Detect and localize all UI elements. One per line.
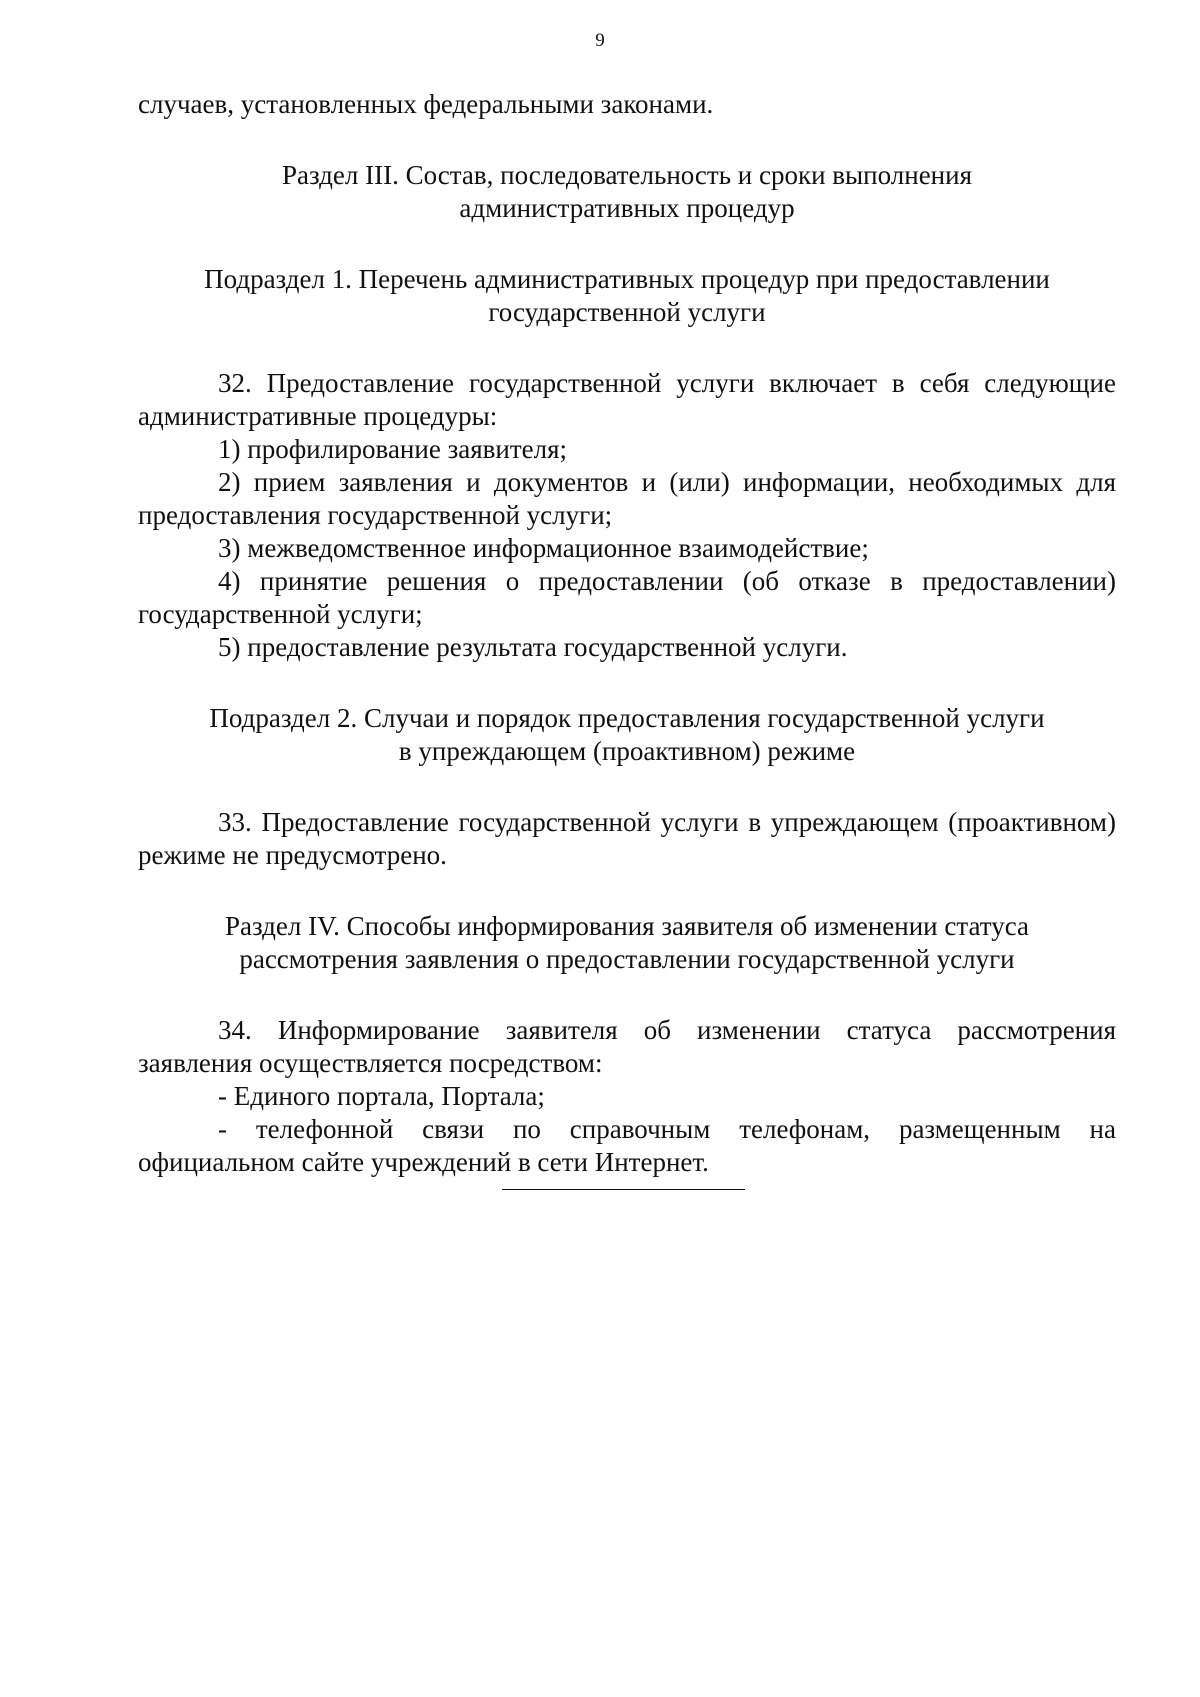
paragraph-32-item-1: 1) профилирование заявителя;	[218, 434, 568, 464]
paragraph-32-item-2: 2) прием заявления и документов и (или) информации, необходимых для предоставления государственной услуги;	[138, 467, 1116, 530]
paragraph-34-item-1: - Единого портала, Портала;	[218, 1081, 545, 1111]
end-of-document-line	[502, 1189, 745, 1190]
document-body	[138, 88, 1116, 1179]
section-4-heading-line-1: Раздел IV. Способы информирования заявителя об изменении статуса	[225, 911, 1029, 941]
intro-line: случаев, установленных федеральными законами.	[138, 89, 714, 119]
section-4-heading-line-2: рассмотрения заявления о предоставлении государственной услуги	[239, 944, 1015, 974]
paragraph-32-item-3: 3) межведомственное информационное взаимодействие;	[218, 533, 869, 563]
section-3-heading	[138, 159, 1116, 225]
paragraph-32-intro: 32. Предоставление государственной услуги включает в себя следующие административные процедуры:	[138, 368, 1116, 431]
paragraph-34-intro: 34. Информирование заявителя об изменении статуса рассмотрения заявления осуществляется посредством:	[138, 1015, 1116, 1078]
paragraph-34-item-2: - телефонной связи по справочным телефонам, размещенным на официальном сайте учреждений в сети Интернет.	[138, 1114, 1116, 1177]
section-3-heading-line-1: Раздел III. Состав, последовательность и сроки выполнения	[282, 160, 972, 190]
section-4-heading	[138, 910, 1116, 976]
subsection-1-heading	[138, 263, 1116, 329]
paragraph-33: 33. Предоставление государственной услуги в упреждающем (проактивном) режиме не предусмотрено.	[138, 807, 1116, 870]
subsection-2-heading-line-2: в упреждающем (проактивном) режиме	[398, 736, 856, 766]
paragraph-32-item-4: 4) принятие решения о предоставлении (об отказе в предоставлении) государственной услуги;	[138, 566, 1116, 629]
subsection-2-heading-line-1: Подраздел 2. Случаи и порядок предоставления государственной услуги	[209, 703, 1045, 733]
paragraph-32-item-5: 5) предоставление результата государственной услуги.	[218, 632, 848, 662]
page-number: 9	[595, 30, 605, 51]
section-3-heading-line-2: административных процедур	[459, 193, 795, 223]
subsection-1-heading-line-1: Подраздел 1. Перечень административных процедур при предоставлении	[204, 264, 1050, 294]
subsection-2-heading	[138, 702, 1116, 768]
subsection-1-heading-line-2: государственной услуги	[488, 297, 766, 327]
